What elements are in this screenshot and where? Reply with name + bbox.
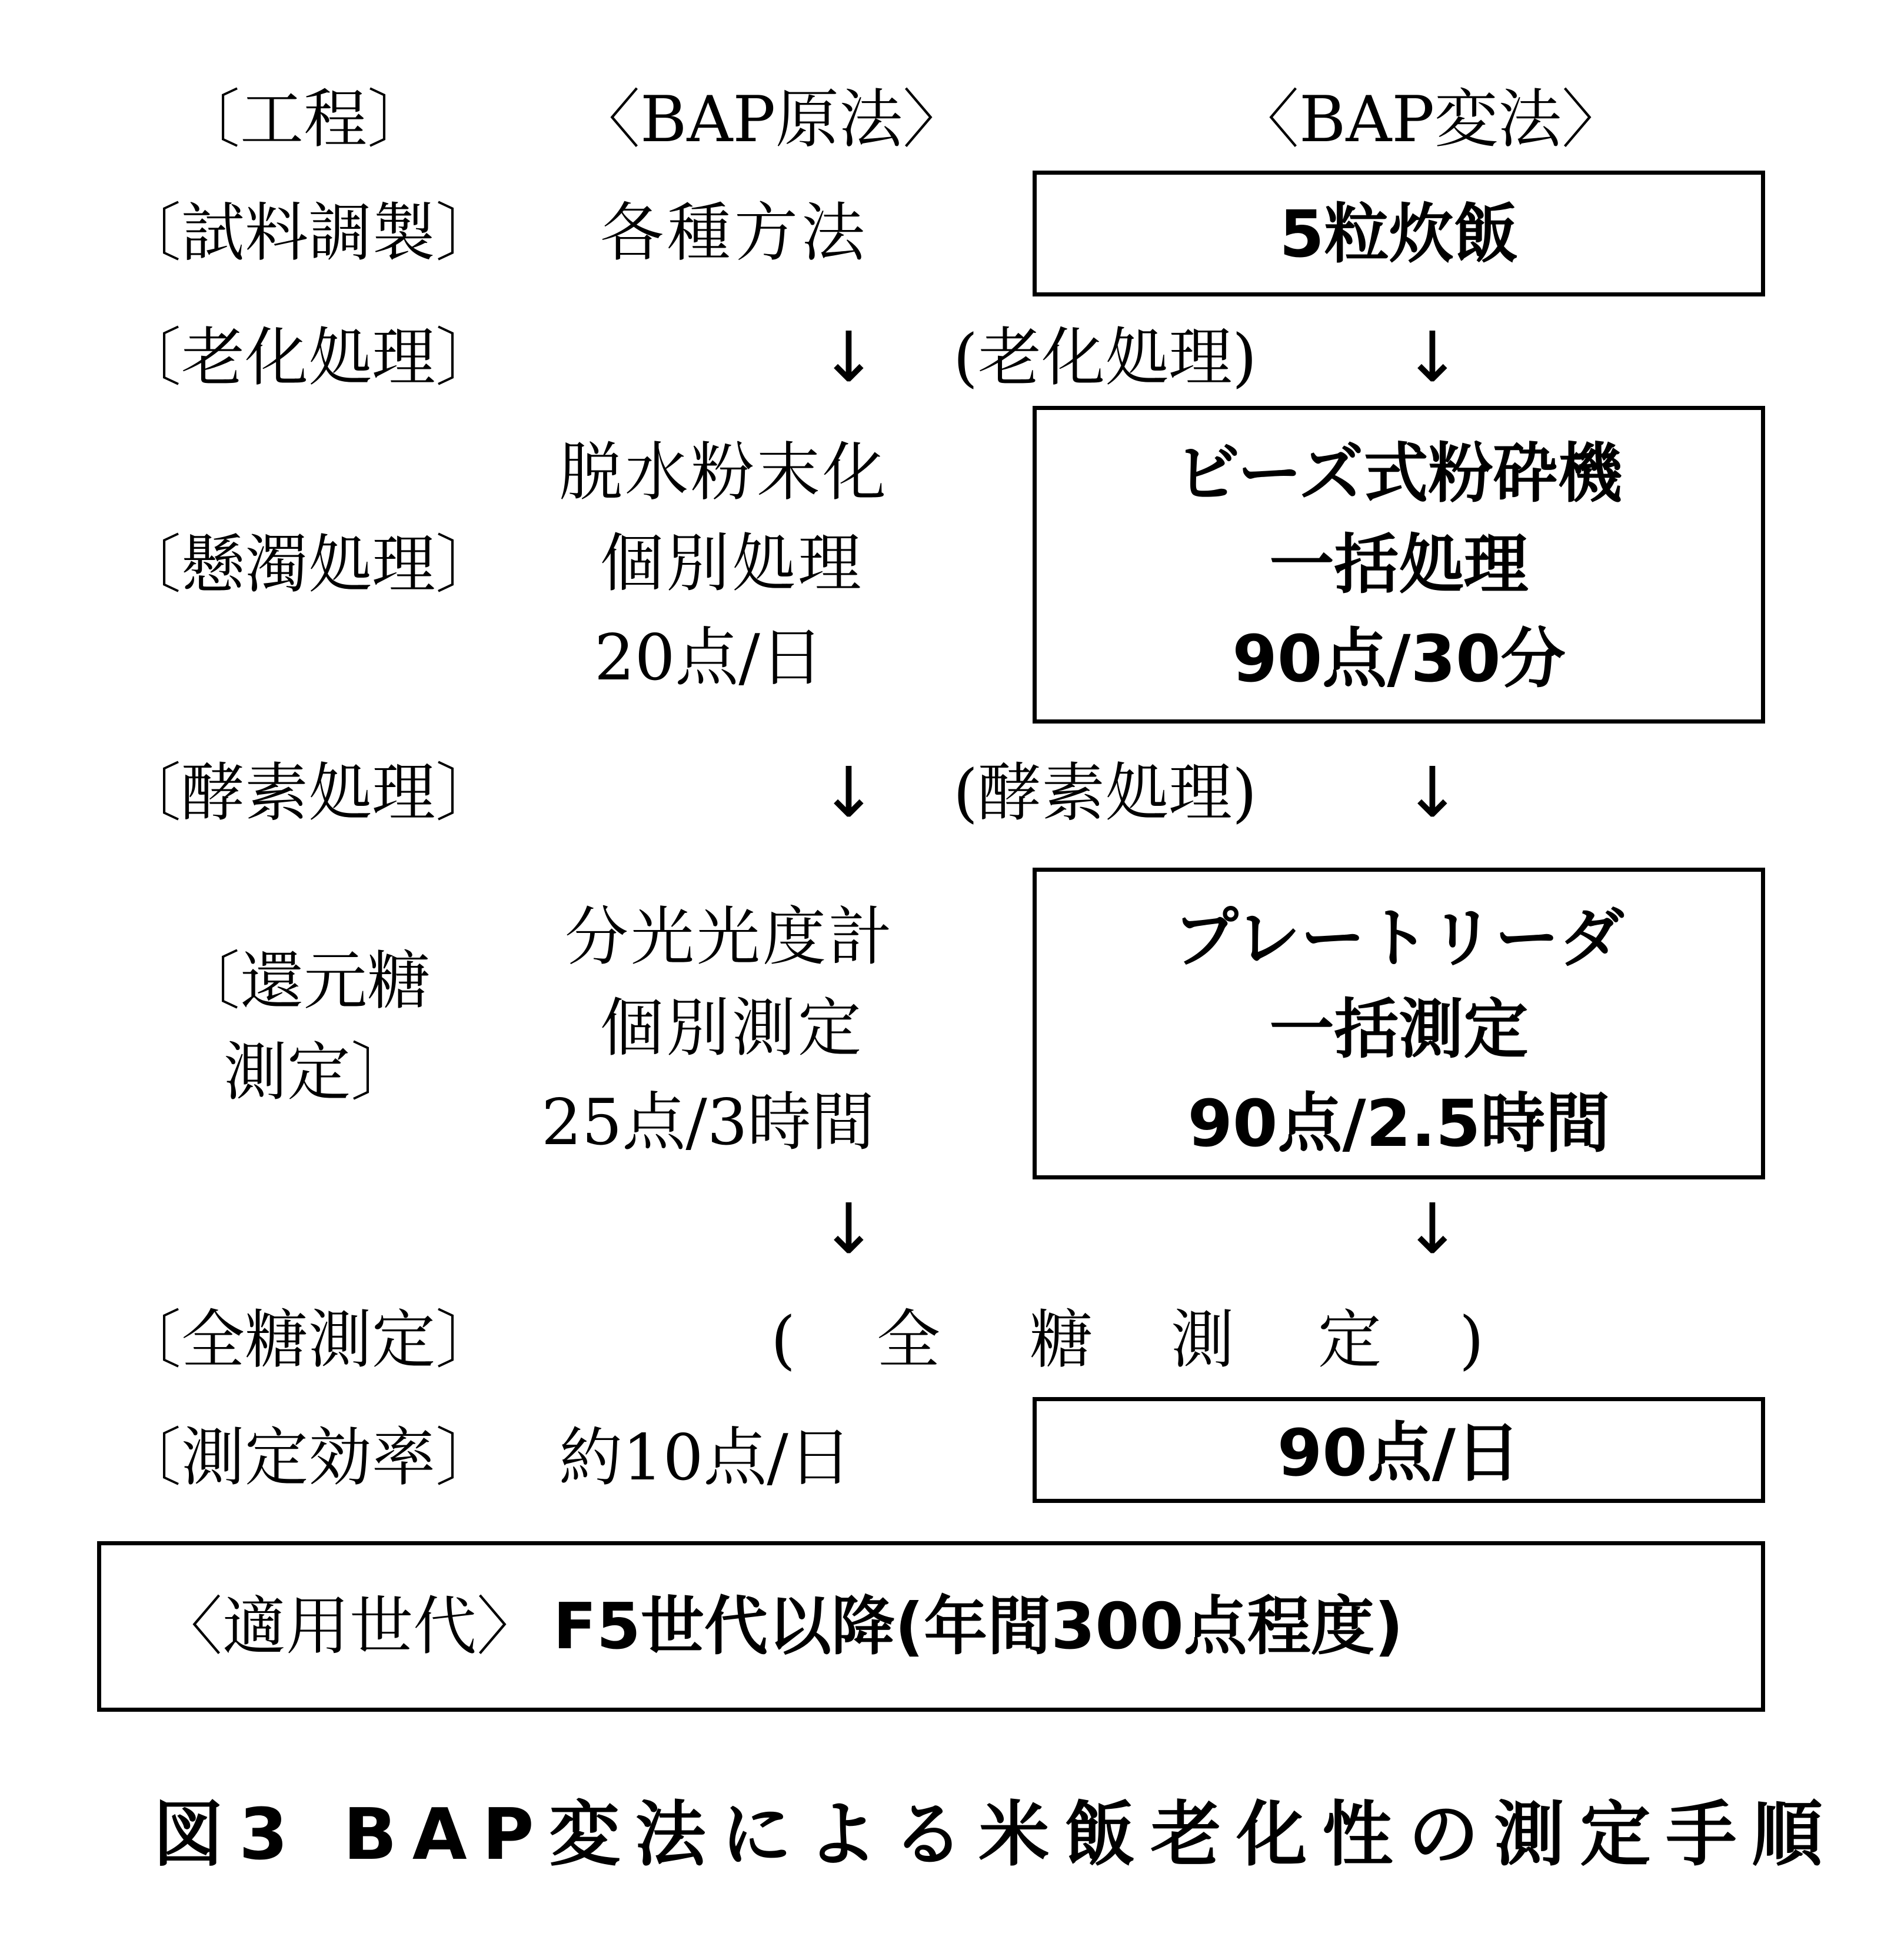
header-original-method: 〈BAP原法〉 [577, 83, 967, 156]
modified-reducing-sugar-line-2: 一括測定 [1269, 992, 1529, 1067]
original-suspension-line-3: 20点/日 [594, 621, 824, 695]
figure-caption: 図3 BAP変法による米飯老化性の測定手順 [153, 1794, 1838, 1876]
modified-suspension-line-3: 90点/30分 [1232, 621, 1566, 696]
total-sugar-char-4: 定 [1318, 1304, 1382, 1377]
label-aging: 〔老化処理〕 [118, 321, 500, 395]
modified-reducing-sugar-line-3: 90点/2.5時間 [1187, 1086, 1610, 1161]
modified-suspension-line-1: ビーズ式粉砕機 [1175, 436, 1623, 511]
original-reducing-sugar-arrow: ↓ [820, 1188, 878, 1269]
total-sugar-char-2: 糖 [1030, 1304, 1094, 1377]
total-sugar-open-paren: ( [771, 1304, 796, 1377]
modified-suspension-line-2: 一括処理 [1269, 527, 1529, 602]
applicable-generation-label: 〈適用世代〉 [159, 1590, 541, 1664]
modified-efficiency: 90点/日 [1277, 1415, 1521, 1491]
label-reducing-sugar-line-1: 〔還元糖 [177, 945, 431, 1018]
original-aging-arrow: ↓ [820, 316, 878, 398]
modified-aging-note: (老化処理) [953, 321, 1257, 395]
applicable-generation-text: F5世代以降(年間300点程度) [553, 1590, 1404, 1664]
original-suspension-line-2: 個別処理 [600, 527, 864, 601]
label-sample-prep: 〔試料調製〕 [118, 196, 500, 270]
modified-enzyme-arrow: ↓ [1403, 752, 1461, 833]
label-reducing-sugar-line-2: 測定〕 [224, 1036, 415, 1109]
modified-aging-arrow: ↓ [1403, 316, 1461, 398]
original-enzyme-arrow: ↓ [820, 752, 878, 833]
original-efficiency: 約10点/日 [559, 1421, 852, 1495]
header-modified-method: 〈BAP変法〉 [1236, 83, 1626, 156]
header-steps: 〔工程〕 [177, 83, 431, 156]
modified-reducing-sugar-arrow: ↓ [1403, 1188, 1461, 1269]
original-suspension-line-1: 脱水粉末化 [559, 436, 889, 509]
original-sample-prep: 各種方法 [600, 196, 869, 270]
label-total-sugar: 〔全糖測定〕 [118, 1304, 500, 1377]
label-suspension: 〔懸濁処理〕 [118, 528, 500, 602]
total-sugar-char-1: 全 [877, 1304, 941, 1377]
modified-enzyme-note: (酵素処理) [953, 756, 1257, 830]
total-sugar-close-paren: ) [1459, 1304, 1484, 1377]
modified-sample-prep: 5粒炊飯 [1279, 196, 1519, 272]
total-sugar-char-3: 測 [1171, 1304, 1235, 1377]
original-reducing-sugar-line-3: 25点/3時間 [541, 1086, 875, 1159]
label-enzyme: 〔酵素処理〕 [118, 756, 500, 830]
original-reducing-sugar-line-1: 分光光度計 [565, 901, 895, 974]
label-efficiency: 〔測定効率〕 [118, 1421, 500, 1495]
original-reducing-sugar-line-2: 個別測定 [600, 992, 864, 1065]
modified-reducing-sugar-line-1: プレートリーダ [1173, 901, 1624, 976]
